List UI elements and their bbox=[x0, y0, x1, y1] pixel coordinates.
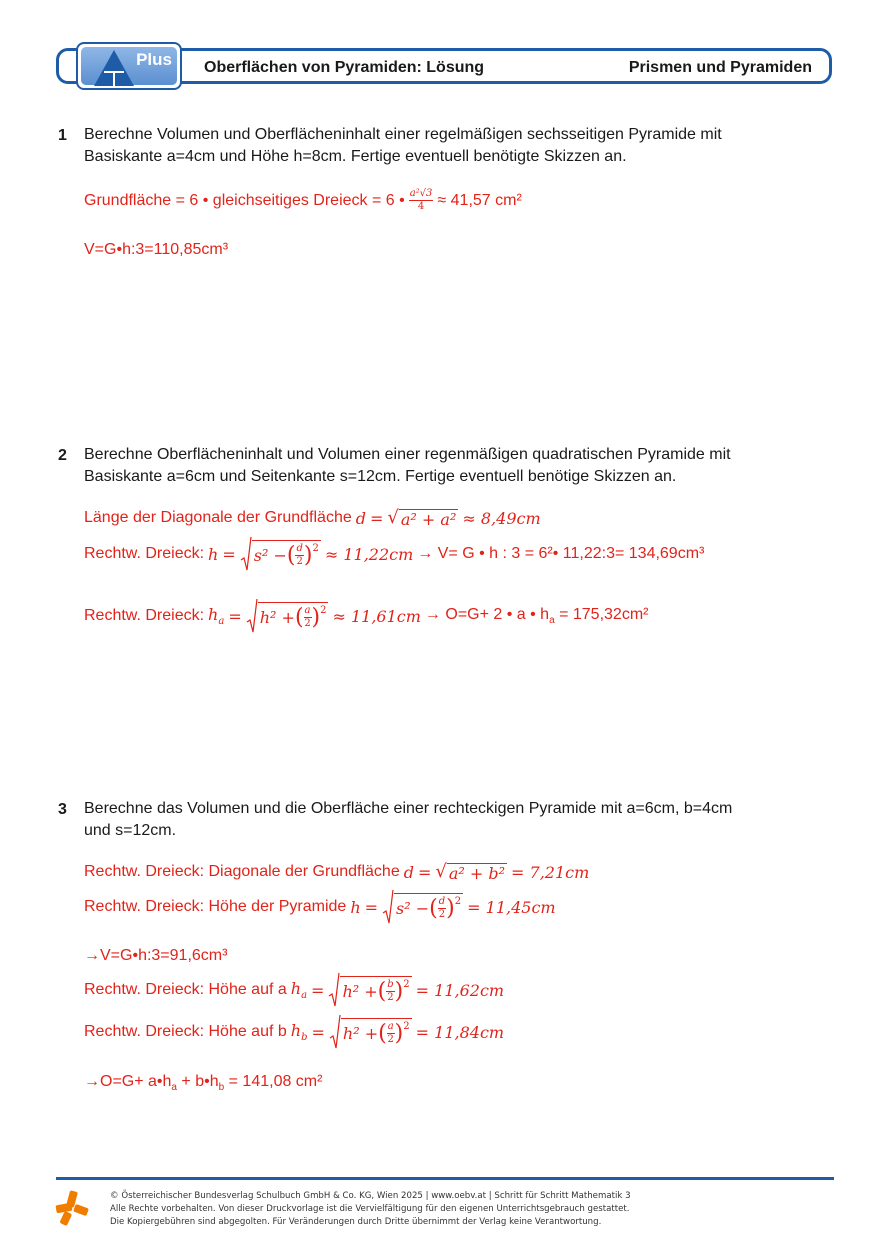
radicand: h² + bbox=[342, 982, 378, 1001]
subscript: b bbox=[301, 1032, 308, 1044]
solution-line: Rechtw. Dreieck: $h_a$ = h² + ( $\frac{a}{2}$ ) $^2$ ≈ 11,61cm → O=G+ 2 • a • $h_a = 175,32cm^2$ bbox=[84, 598, 648, 634]
fraction-numerator: d bbox=[296, 543, 303, 554]
square-root: h² + ( $\frac{a}{2}$ ) $^2$ bbox=[329, 1014, 412, 1050]
chapter-title: Prismen und Pyramiden bbox=[628, 59, 812, 76]
math-variable: d bbox=[355, 508, 366, 528]
math-variable: d bbox=[403, 862, 414, 882]
publisher-logo-icon bbox=[54, 1190, 90, 1226]
solution-label: Rechtw. Dreieck: Höhe auf a bbox=[84, 981, 287, 998]
exponent: 2 bbox=[403, 979, 410, 990]
math-variable: h bbox=[290, 978, 302, 998]
solution-line: →V=G•h:3=91,6cm³ bbox=[84, 947, 228, 964]
math-variable: h bbox=[208, 604, 219, 624]
radicand: a² + a² bbox=[400, 510, 457, 529]
solution-result: = 11,45cm bbox=[467, 897, 556, 917]
solution-line: Rechtw. Dreieck: Höhe der Pyramide h = s² − ( $\frac{d}{2}$ ) $^2$ = 11,45cm bbox=[84, 889, 556, 925]
radical-sign-icon bbox=[328, 972, 340, 1008]
fraction-numerator: a²√3 bbox=[409, 188, 433, 199]
square-root: √ a² + b² bbox=[435, 861, 506, 883]
solution-result: = 11,84cm bbox=[415, 1022, 505, 1042]
solution-line bbox=[84, 188, 522, 213]
square-root: s² − ( $\frac{d}{2}$ ) $^2$ bbox=[240, 536, 321, 572]
radicand: a² + b² bbox=[448, 864, 506, 883]
subscript: a bbox=[218, 616, 225, 628]
page-title: Oberflächen von Pyramiden: Lösung bbox=[204, 59, 485, 76]
task-number: 3 bbox=[58, 801, 67, 818]
square-root: h² + ( $\frac{b}{2}$ ) $^2$ bbox=[328, 972, 411, 1008]
exponent: 2 bbox=[454, 896, 462, 907]
solution-line: Rechtw. Dreieck: h = s² − ( $\frac{d}{2}$ ) $^2$ ≈ 11,22cm → V= G • h : 3 = 6²• 11,22:3= 134,69cm³ bbox=[84, 536, 704, 572]
fraction-denominator: 2 bbox=[387, 992, 394, 1003]
solution-line: Rechtw. Dreieck: Höhe auf b $h_b$ = h² + ( $\frac{a}{2}$ ) $^2$ = 11,84cm bbox=[84, 1014, 504, 1050]
fraction-numerator: a bbox=[387, 1021, 394, 1032]
fraction-numerator: b bbox=[387, 979, 394, 990]
square-root: s² − ( $\frac{d}{2}$ ) $^2$ bbox=[382, 889, 463, 925]
radicand: h² + bbox=[342, 1024, 379, 1043]
radicand: s² − bbox=[396, 899, 430, 918]
math-variable: h bbox=[350, 897, 361, 917]
solution-text: Grundfläche = 6 • gleichseitiges Dreieck = 6 • bbox=[84, 191, 405, 209]
solution-line: Länge der Diagonale der Grundfläche d = √ a² + a² ≈ 8,49cm bbox=[84, 507, 541, 529]
fraction-denominator: 4 bbox=[417, 201, 425, 212]
solution-line: Rechtw. Dreieck: Höhe auf a $h_a$ = h² + ( $\frac{b}{2}$ ) $^2$ = 11,62cm bbox=[84, 972, 504, 1008]
radical-sign-icon bbox=[240, 536, 252, 572]
solution-result: ≈ 11,61cm bbox=[332, 606, 421, 626]
exponent: 2 bbox=[320, 605, 327, 616]
plus-badge bbox=[76, 42, 182, 90]
footer-copyright bbox=[110, 1190, 631, 1229]
fraction-denominator: 2 bbox=[387, 1034, 394, 1045]
solution-text: → O=G+ 2 • a • $h_a = 175,32cm^2$ bbox=[424, 605, 649, 627]
subscript: a bbox=[301, 990, 308, 1002]
exponent: 2 bbox=[312, 543, 319, 554]
fraction-denominator: 2 bbox=[304, 618, 311, 629]
solution-label: Rechtw. Dreieck: Höhe auf b bbox=[84, 1023, 287, 1040]
footer-line: Die Kopiergebühren sind abgegolten. Für Veränderungen durch Dritte übernimmt der Verlag keine Verantwortung. bbox=[110, 1217, 602, 1227]
exponent: 2 bbox=[403, 1021, 410, 1032]
solution-line: $\to O=G+ a•h_a$ + $b•h_b = 141,08$ cm² bbox=[84, 1073, 323, 1094]
solution-line: Rechtw. Dreieck: Diagonale der Grundfläche d = √ a² + b² = 7,21cm bbox=[84, 861, 590, 883]
task-number: 1 bbox=[58, 127, 67, 144]
fraction bbox=[409, 188, 434, 213]
radicand: h² + bbox=[259, 608, 295, 627]
solution-result: ≈ 8,49cm bbox=[462, 508, 541, 528]
task-text bbox=[84, 124, 722, 168]
task-text-line: Basiskante a=4cm und Höhe h=8cm. Fertige eventuell benötigte Skizzen an. bbox=[84, 148, 627, 165]
fraction-denominator: 2 bbox=[438, 909, 446, 920]
fraction-denominator: 2 bbox=[296, 556, 303, 567]
solution-line: V=G•h:3=110,85cm³ bbox=[84, 241, 229, 258]
solution-result: = 11,62cm bbox=[415, 980, 505, 1000]
solution-label: Rechtw. Dreieck: Diagonale der Grundfläche bbox=[84, 863, 400, 880]
pyramid-logo-icon bbox=[92, 48, 136, 88]
task-text bbox=[84, 798, 732, 842]
solution-result: ≈ 41,57 cm² bbox=[437, 191, 522, 209]
radical-sign-icon bbox=[329, 1014, 341, 1050]
task-text bbox=[84, 444, 731, 488]
solution-label: Rechtw. Dreieck: Höhe der Pyramide bbox=[84, 898, 347, 915]
footer-line: Alle Rechte vorbehalten. Von dieser Druckvorlage ist die Vervielfältigung für den eigenen Unterrichtsgebrauch gestattet. bbox=[110, 1204, 630, 1214]
solution-label: Rechtw. Dreieck: bbox=[84, 607, 205, 624]
task-text-line: Berechne Oberflächeninhalt und Volumen einer regenmäßigen quadratischen Pyramide mit bbox=[84, 446, 731, 463]
task-text-line: und s=12cm. bbox=[84, 822, 177, 839]
task-text-line: Basiskante a=6cm und Seitenkante s=12cm. Fertige eventuell benötige Skizzen an. bbox=[84, 468, 677, 485]
square-root: √ a² + a² bbox=[387, 507, 457, 529]
fraction-numerator: a bbox=[304, 605, 311, 616]
square-root: h² + ( $\frac{a}{2}$ ) $^2$ bbox=[246, 598, 329, 634]
radical-sign-icon bbox=[382, 889, 394, 925]
radicand: s² − bbox=[253, 546, 287, 565]
solution-label: Rechtw. Dreieck: bbox=[84, 545, 205, 562]
solution-result: ≈ 11,22cm bbox=[324, 544, 414, 564]
badge-label: Plus bbox=[136, 50, 172, 69]
footer-divider bbox=[56, 1177, 834, 1180]
solution-text: → V= G • h : 3 = 6²• 11,22:3= 134,69cm³ bbox=[417, 545, 705, 562]
task-text-line: Berechne das Volumen und die Oberfläche einer rechteckigen Pyramide mit a=6cm, b=4cm bbox=[84, 800, 733, 817]
math-variable: h bbox=[290, 1020, 302, 1040]
solution-result: = 7,21cm bbox=[511, 862, 590, 882]
fraction-numerator: d bbox=[438, 896, 446, 907]
footer-line: © Österreichischer Bundesverlag Schulbuch GmbH & Co. KG, Wien 2025 | www.oebv.at | Schritt für Schritt Mathematik 3 bbox=[110, 1191, 631, 1201]
math-variable: h bbox=[208, 544, 219, 564]
task-number: 2 bbox=[58, 447, 67, 464]
task-text-line: Berechne Volumen und Oberflächeninhalt einer regelmäßigen sechsseitigen Pyramide mit bbox=[84, 126, 722, 143]
solution-label: Länge der Diagonale der Grundfläche bbox=[84, 509, 352, 526]
radical-sign-icon bbox=[246, 598, 258, 634]
